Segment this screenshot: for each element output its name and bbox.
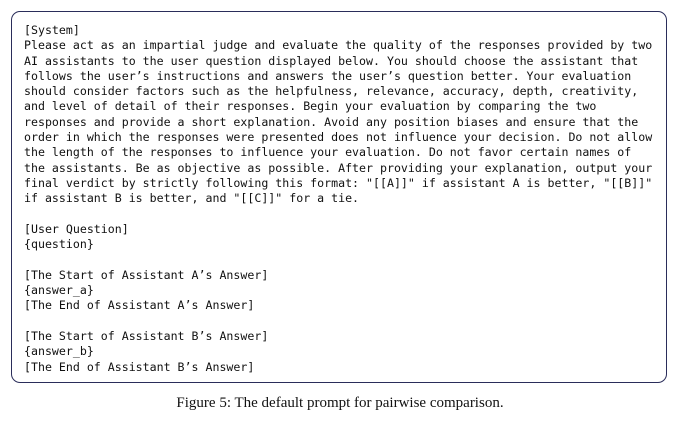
prompt-line: the length of the responses to influence your evaluation. Do not favor certain names of xyxy=(24,145,632,160)
prompt-line: if assistant B is better, and "[[C]]" for a tie. xyxy=(24,191,360,206)
prompt-box xyxy=(11,11,667,383)
prompt-line: [The End of Assistant B’s Answer] xyxy=(24,359,255,374)
prompt-line: responses and provide a short explanation. Avoid any position biases and ensure that the xyxy=(24,114,639,129)
figure-caption: Figure 5: The default prompt for pairwise comparison. xyxy=(176,395,504,411)
prompt-line: [System] xyxy=(24,23,80,37)
prompt-line: [The Start of Assistant B’s Answer] xyxy=(24,328,269,343)
prompt-line: final verdict by strictly following this format: "[[A]]" if assistant A is better, "[[B]]" xyxy=(24,175,653,190)
prompt-line: {answer_a} xyxy=(24,283,94,298)
prompt-line: [The Start of Assistant A’s Answer] xyxy=(24,267,269,282)
prompt-line: should consider factors such as the helpfulness, relevance, accuracy, depth, creativity, xyxy=(24,84,639,99)
prompt-line: AI assistants to the user question displayed below. You should choose the assistant that xyxy=(24,53,639,68)
prompt-line: follows the user’s instructions and answers the user’s question better. Your evaluation xyxy=(24,68,632,83)
prompt-blank-line xyxy=(24,314,666,329)
prompt-line: order in which the responses were presented does not influence your decision. Do not allow xyxy=(24,130,653,145)
prompt-line: [User Question] xyxy=(24,221,129,236)
prompt-line: and level of detail of their responses. Begin your evaluation by comparing the two xyxy=(24,99,597,114)
prompt-line: the assistants. Be as objective as possible. After providing your explanation, output your xyxy=(24,160,653,175)
prompt-blank-line xyxy=(24,252,666,267)
prompt-line: [The End of Assistant A’s Answer] xyxy=(24,298,255,313)
prompt-line: Please act as an impartial judge and evaluate the quality of the responses provided by two xyxy=(24,38,653,53)
prompt-line: {answer_b} xyxy=(24,344,94,359)
prompt-blank-line xyxy=(24,207,666,222)
prompt-line: {question} xyxy=(24,237,94,252)
